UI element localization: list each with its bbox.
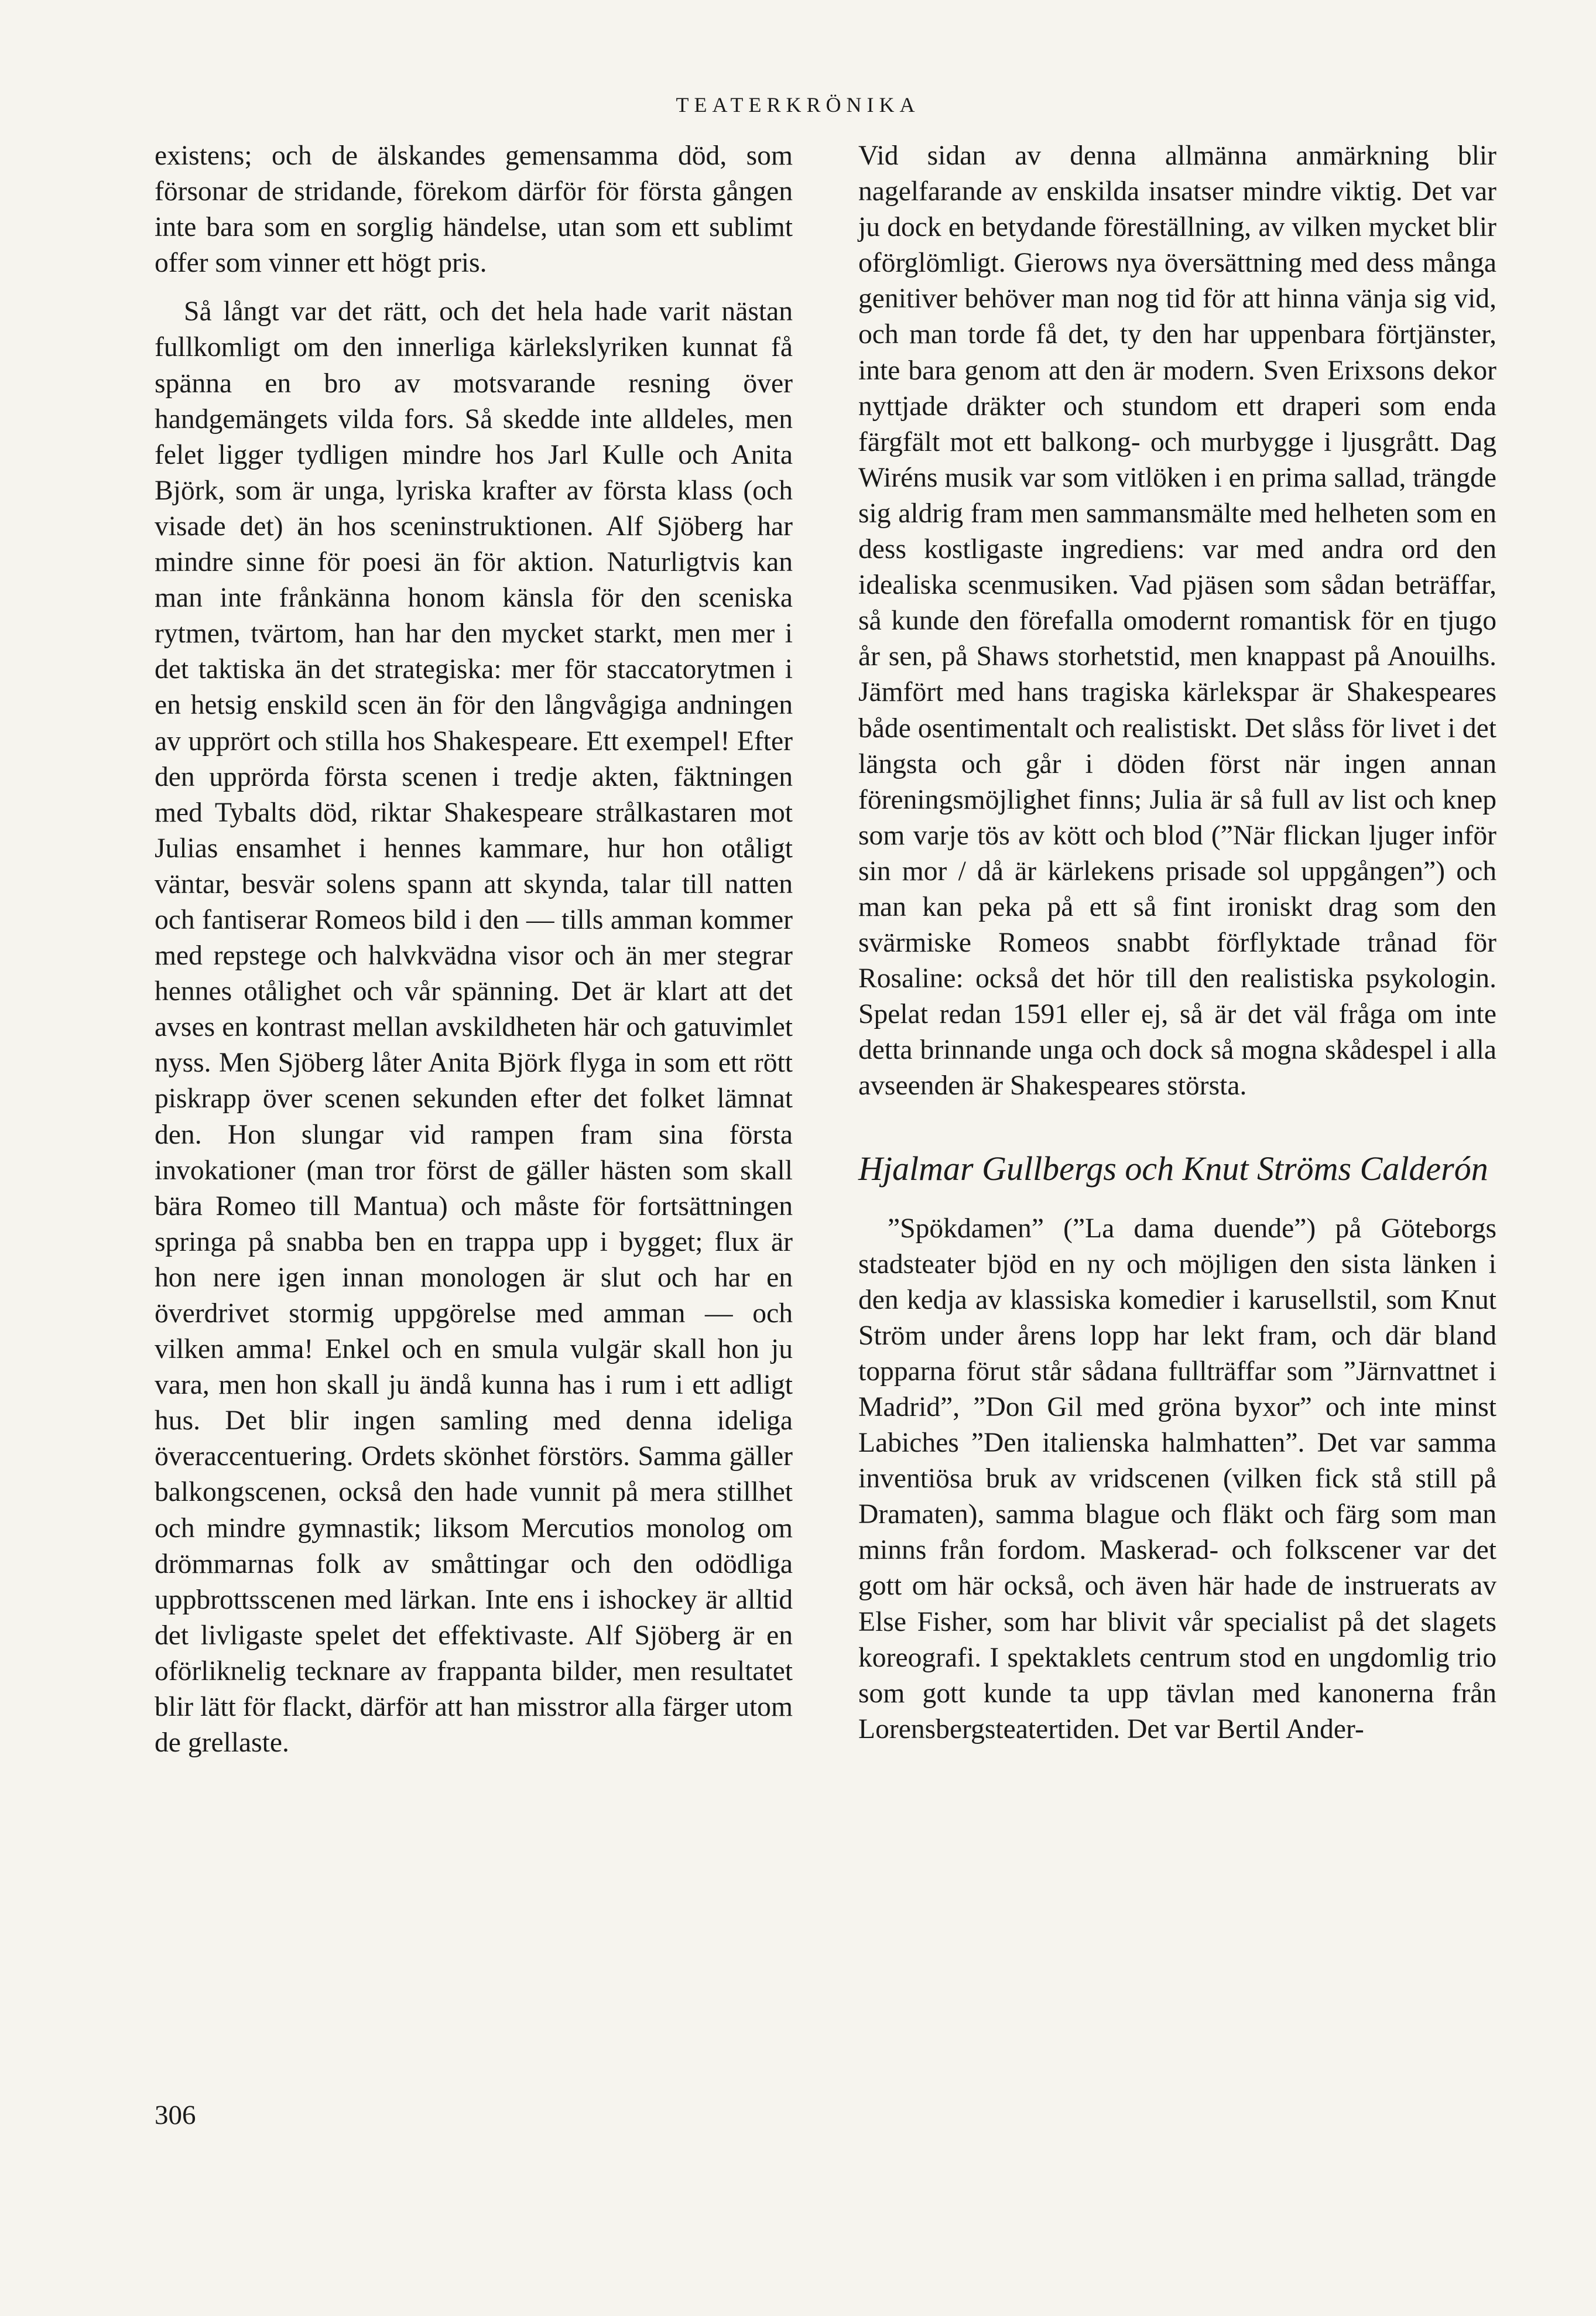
left-column bbox=[155, 138, 793, 1761]
section-heading: Hjalmar Gullbergs och Knut Ströms Calderón bbox=[858, 1149, 1488, 1188]
body-paragraph: Så långt var det rätt, och det hela hade varit nästan fullkomligt om den innerliga kärlekslyriken kunnat få spänna en bro av motsvarande resning över handgemängets vilda fors. Så skedde inte alldeles, men felet ligger tydligen mindre hos Jarl Kulle och Anita Björk, som är unga, lyriska krafter av första klass (och visade det) än hos sceninstruktionen. Alf Sjöberg har mindre sinne för poesi än för aktion. Naturligtvis kan man inte frånkänna honom känsla för den sceniska rytmen, tvärtom, han har den mycket starkt, men mer i det taktiska än det strategiska: mer för staccatorytmen i en hetsig enskild scen än för den långvågiga andningen av upprört och stilla hos Shakespeare. Ett exempel! Efter den upprörda första scenen i tredje akten, fäktningen med Tybalts död, riktar Shakespeare strålkastaren mot Julias ensamhet i hennes kammare, hur hon otåligt väntar, besvär solens spann att skynda, talar till natten och fantiserar Romeos bild i den — tills amman kommer med repstege och halvkvädna visor och än mer stegrar hennes otålighet och vår spänning. Det är klart att det avses en kontrast mellan avskildheten här och gatuvimlet nyss. Men Sjöberg låter Anita Björk flyga in som ett rött piskrapp över scenen sekunden efter det folket lämnat den. Hon slungar vid rampen fram sina första invokationer (man tror först de gäller hästen som skall bära Romeo till Mantua) och måste för fortsättningen springa på snabba ben en trappa upp i bygget; flux är hon nere igen innan monologen är slut och har en överdrivet stormig uppgörelse med amman — och vilken amma! Enkel och en smula vulgär skall hon ju vara, men hon skall ju ändå kunna has i rum i ett adligt hus. Det blir ingen samling med denna ideliga överaccentuering. Ordets skönhet förstörs. Samma gäller balkongscenen, också den hade vunnit på mera stillhet och mindre gymnastik; liksom Mercutios monolog om drömmarnas folk av småttingar och den odödliga uppbrottsscenen med lärkan. Inte ens i ishockey är alltid det livligaste spelet det effektivaste. Alf Sjöberg är en oförliknelig tecknare av frappanta bilder, men resultatet blir lätt för flackt, därför att han misstror alla färger utom de grellaste. bbox=[155, 296, 793, 1759]
running-header: TEATERKRÖNIKA bbox=[676, 93, 920, 117]
body-paragraph: Vid sidan av denna allmänna anmärkning blir nagelfarande av enskilda insatser mindre viktig. Det var ju dock en betydande föreställning, av vilken mycket blir oförglömligt. Gierows nya översättning med dess många genitiver behöver man nog tid för att hinna vänja sig vid, och man torde få det, ty den har uppenbara förtjänster, inte bara genom att den är modern. Sven Erixsons dekor nyttjade dräkter och stundom ett draperi som enda färgfält mot ett balkong- och murbygge i ljusgrått. Dag Wiréns musik var som vitlöken i en prima sallad, trängde sig aldrig fram men sammansmälte med helheten som en dess kostligaste ingrediens: var med andra ord den idealiska scenmusiken. Vad pjäsen som sådan beträffar, så kunde den förefalla omodernt romantisk för en tjugo år sen, på Shaws storhetstid, men knappast på Anouilhs. Jämfört med hans tragiska kärlekspar är Shakespeares både osentimentalt och realistiskt. Det slåss för livet i det längsta och går i döden först när ingen annan föreningsmöjlighet finns; Julia är så full av list och knep som varje tös av kött och blod (”När flickan ljuger inför sin mor / då är kärlekens prisade sol uppgången”) och man kan peka på ett så fint ironiskt drag som den svärmiske Romeos snabbt förflyktade trånad för Rosaline: också det hör till den realistiska psykologin. Spelat redan 1591 eller ej, så är det väl fråga om inte detta brinnande unga och dock så mogna skådespel i alla avseenden är Shakespeares största. bbox=[858, 141, 1496, 1101]
page-number: 306 bbox=[155, 2100, 196, 2130]
body-paragraph: existens; och de älskandes gemensamma död, som försonar de stridande, förekom därför för första gången inte bara som en sorglig händelse, utan som ett sublimt offer som vinner ett högt pris. bbox=[155, 141, 793, 279]
right-column bbox=[858, 138, 1496, 1747]
body-paragraph: ”Spökdamen” (”La dama duende”) på Göteborgs stadsteater bjöd en ny och möjligen den sista länken i den kedja av klassiska komedier i karusellstil, som Knut Ström under årens lopp har lekt fram, och där bland topparna förut står sådana fullträffar som ”Järnvattnet i Madrid”, ”Don Gil med gröna byxor” och inte minst Labiches ”Den italienska halmhatten”. Det var samma inventiösa bruk av vridscenen (vilken fick stå still på Dramaten), samma blague och fläkt och färg som man minns från fordom. Maskerad- och folkscener var det gott om här också, och även här hade de instruerats av Else Fisher, som har blivit vår specialist på det slagets koreografi. I spektaklets centrum stod en ungdomlig trio som gott kunde ta upp tävlan med kanonerna från Lorensbergsteatertiden. Det var Bertil Ander- bbox=[858, 1213, 1496, 1744]
